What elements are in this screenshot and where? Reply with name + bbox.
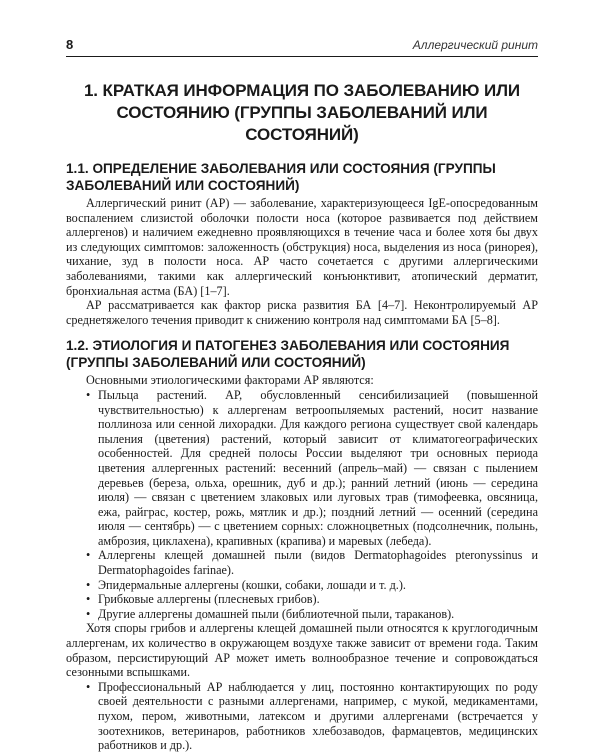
definition-paragraph: Аллергический ринит (АР) — заболевание, характеризующееся IgE-опосредованным воспалением слизистой оболочки полости носа (которое развивается под действием аллергенов) и наличием ежедневно проявляющихся в течение часа и более хотя бы двух из следующих симптомов: заложенность (обструкция) носа, выделения из носа (ринорея), чихание, зуд в полости носа. АР часто сочетается с другими аллергическими заболеваниями, такими как аллергический конъюнктивит, атопический дерматит, бронхиальная астма (БА) [1–7].	[66, 196, 538, 298]
list-item: • Пыльца растений. АР, обусловленный сенсибилизацией (повышенной чувствительностью) к аллергенам ветроопыляемых растений, носит название поллиноза или сенной лихорадки. Для каждого региона существует свой календарь пыления (цветения) растений, который зависит от климатогеографических особенностей. Для средней полосы России выделяют три основных периода цветения аллергенных растений: весенний (апрель–май) — связан с пылением деревьев (береза, ольха, орешник, дуб и др.); ранний летний (июнь — середина июля) — связан с цветением злаковых или луговых трав (тимофеевка, овсяница, ежа, райграс, костер, рожь, мятлик и др.); поздний летний — осенний (середина июля — сентябрь) — с цветением сорных: сложноцветных (подсолнечник, полынь, амброзия, циклахена), крапивных (крапива) и маревых (лебеда).	[86, 387, 538, 548]
seasonal-paragraph: Хотя споры грибов и аллергены клещей домашней пыли относятся к круглогодичным аллергенам, их количество в окружающем воздухе также зависит от времени года. Таким образом, персистирующий АР может иметь волнообразное течение и сопровождаться сезонными вспышками.	[66, 621, 538, 680]
risk-factor-paragraph: АР рассматривается как фактор риска развития БА [4–7]. Неконтролируемый АР среднетяжелого течения приводит к снижению контроля над симптомами БА [5–8].	[66, 298, 538, 327]
list-item: • Другие аллергены домашней пыли (библиотечной пыли, тараканов).	[86, 606, 455, 621]
chapter-title: 1. КРАТКАЯ ИНФОРМАЦИЯ ПО ЗАБОЛЕВАНИЮ ИЛИ СОСТОЯНИЮ (ГРУППЫ ЗАБОЛЕВАНИЙ ИЛИ СОСТОЯНИЙ)	[83, 81, 521, 144]
occupational-list	[66, 680, 538, 753]
section-definition	[66, 160, 538, 327]
section-1-2-heading: 1.2. ЭТИОЛОГИЯ И ПАТОГЕНЕЗ ЗАБОЛЕВАНИЯ ИЛИ СОСТОЯНИЯ (ГРУППЫ ЗАБОЛЕВАНИЙ ИЛИ СОСТОЯНИЙ)	[66, 338, 510, 371]
list-item: • Грибковые аллергены (плесневых грибов).	[86, 592, 320, 607]
list-item: • Эпидермальные аллергены (кошки, собаки, лошади и т. д.).	[86, 577, 406, 592]
page-number: 8	[66, 37, 74, 52]
running-header	[66, 38, 538, 57]
bullet-icon: •	[86, 548, 91, 563]
bullet-icon: •	[86, 592, 91, 607]
etiology-intro: Основными этиологическими факторами АР являются:	[86, 373, 374, 388]
bullet-icon: •	[86, 387, 91, 402]
running-title: Аллергический ринит	[412, 38, 538, 52]
etiology-factor-list	[66, 388, 538, 622]
bullet-icon: •	[86, 606, 91, 621]
list-item: • Профессиональный АР наблюдается у лиц, постоянно контактирующих по роду своей деятельности с разными аллергенами, например, с мукой, медикаментами, пухом, пером, животными, латексом и другими аллергенами (встречается у зоотехников, ветеринаров, работников хлебозаводов, фармацевтов, медицинских работников и др.).	[86, 679, 538, 753]
section-etiology	[66, 337, 538, 752]
bullet-icon: •	[86, 577, 91, 592]
list-item: • Аллергены клещей домашней пыли (видов Dermatophagoides pteronyssinus и Dermatophagoides farinae).	[86, 548, 538, 578]
section-1-1-heading: 1.1. ОПРЕДЕЛЕНИЕ ЗАБОЛЕВАНИЯ ИЛИ СОСТОЯНИЯ (ГРУППЫ ЗАБОЛЕВАНИЙ ИЛИ СОСТОЯНИЙ)	[66, 161, 496, 193]
bullet-icon: •	[86, 679, 91, 694]
